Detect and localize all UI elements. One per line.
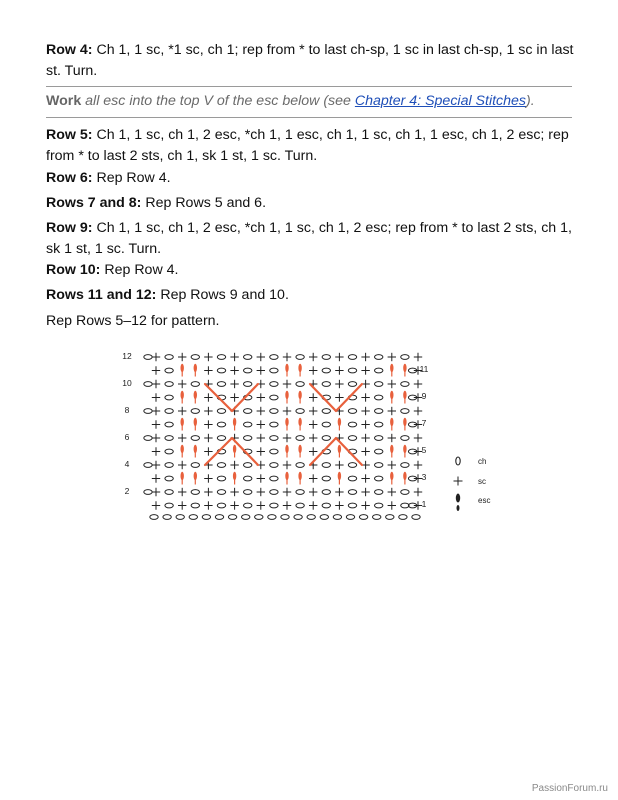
row-text: Ch 1, 1 sc, ch 1, 2 esc, *ch 1, 1 sc, ch 1, 2 esc; rep from * to last 2 sts, ch 1, sk 1 st, 1 sc. Turn. bbox=[46, 220, 572, 257]
ch-symbol bbox=[322, 422, 330, 427]
esc-symbol bbox=[194, 418, 197, 426]
sc-symbol bbox=[309, 407, 317, 415]
row-text: Rep Rows 9 and 10. bbox=[156, 287, 289, 303]
sc-symbol bbox=[178, 380, 186, 388]
ch-symbol bbox=[333, 515, 341, 520]
sc-symbol bbox=[257, 353, 265, 361]
row-label: Row 5: bbox=[46, 127, 93, 143]
ch-symbol bbox=[270, 476, 278, 481]
esc-symbol bbox=[403, 391, 406, 399]
ch-symbol bbox=[144, 409, 152, 414]
ch-symbol bbox=[322, 503, 330, 508]
ch-symbol bbox=[322, 409, 330, 414]
ch-symbol bbox=[322, 463, 330, 468]
sc-symbol bbox=[361, 434, 369, 442]
ch-symbol bbox=[307, 515, 315, 520]
ch-symbol bbox=[191, 436, 199, 441]
sc-symbol bbox=[414, 407, 422, 415]
note-lead: Work bbox=[46, 93, 82, 109]
ch-symbol bbox=[165, 382, 173, 387]
esc-symbol bbox=[233, 418, 236, 426]
ch-symbol bbox=[296, 463, 304, 468]
ch-symbol bbox=[189, 515, 197, 520]
ch-symbol bbox=[165, 449, 173, 454]
ch-symbol bbox=[244, 503, 252, 508]
ch-symbol bbox=[296, 436, 304, 441]
ch-symbol bbox=[217, 490, 225, 495]
esc-symbol bbox=[298, 364, 301, 372]
ch-symbol bbox=[150, 515, 158, 520]
ch-symbol bbox=[217, 382, 225, 387]
esc-symbol bbox=[403, 472, 406, 480]
row-label: Row 6: bbox=[46, 170, 93, 186]
sc-symbol bbox=[204, 420, 212, 428]
ch-symbol bbox=[217, 436, 225, 441]
ch-symbol bbox=[191, 503, 199, 508]
ch-symbol bbox=[244, 436, 252, 441]
sc-symbol bbox=[152, 434, 160, 442]
sc-symbol bbox=[152, 407, 160, 415]
sc-symbol bbox=[230, 366, 238, 374]
ch-symbol bbox=[322, 436, 330, 441]
row-text: Rep Rows 5 and 6. bbox=[141, 195, 267, 211]
ch-symbol bbox=[144, 436, 152, 441]
ch-symbol bbox=[270, 409, 278, 414]
sc-symbol bbox=[335, 501, 343, 509]
row-number-right: 1 bbox=[421, 499, 427, 509]
sc-symbol bbox=[230, 488, 238, 496]
ch-symbol bbox=[144, 382, 152, 387]
sc-symbol bbox=[204, 434, 212, 442]
ch-symbol bbox=[412, 515, 420, 520]
ch-symbol bbox=[217, 422, 225, 427]
esc-symbol bbox=[338, 472, 341, 480]
sc-symbol bbox=[230, 380, 238, 388]
legend-label: esc bbox=[478, 496, 491, 505]
sc-symbol bbox=[283, 380, 291, 388]
sc-symbol bbox=[361, 393, 369, 401]
ch-symbol bbox=[375, 503, 383, 508]
sc-symbol bbox=[309, 488, 317, 496]
esc-symbol bbox=[298, 445, 301, 453]
ch-symbol bbox=[215, 515, 223, 520]
ch-symbol bbox=[401, 355, 409, 360]
sc-symbol bbox=[388, 461, 396, 469]
ch-symbol bbox=[375, 422, 383, 427]
row-number-left: 6 bbox=[124, 432, 130, 442]
ch-symbol bbox=[242, 515, 250, 520]
sc-symbol bbox=[309, 366, 317, 374]
sc-symbol bbox=[309, 434, 317, 442]
row-text: Ch 1, 1 sc, *1 sc, ch 1; rep from * to last ch-sp, 1 sc in last ch-sp, 1 sc in last st. Turn. bbox=[46, 42, 574, 79]
sc-symbol bbox=[204, 407, 212, 415]
sc-symbol bbox=[388, 488, 396, 496]
esc-symbol bbox=[181, 472, 184, 480]
sc-symbol bbox=[257, 420, 265, 428]
sc-symbol bbox=[335, 366, 343, 374]
sc-symbol bbox=[152, 461, 160, 469]
ch-symbol bbox=[348, 490, 356, 495]
ch-symbol bbox=[165, 368, 173, 373]
ch-symbol bbox=[375, 436, 383, 441]
sc-symbol bbox=[361, 407, 369, 415]
esc-legend-icon-tail bbox=[457, 505, 460, 511]
sc-symbol bbox=[178, 488, 186, 496]
esc-symbol bbox=[194, 472, 197, 480]
esc-symbol bbox=[390, 445, 393, 453]
ch-symbol bbox=[270, 436, 278, 441]
ch-symbol bbox=[270, 368, 278, 373]
ch-symbol bbox=[163, 515, 171, 520]
sc-symbol bbox=[361, 353, 369, 361]
esc-symbol bbox=[194, 391, 197, 399]
sc-symbol bbox=[257, 447, 265, 455]
sc-symbol bbox=[178, 353, 186, 361]
ch-symbol bbox=[296, 355, 304, 360]
ch-symbol bbox=[296, 503, 304, 508]
ch-symbol bbox=[401, 503, 409, 508]
sc-symbol bbox=[257, 501, 265, 509]
row-number-left: 8 bbox=[124, 405, 130, 415]
esc-symbol bbox=[285, 472, 288, 480]
sc-symbol bbox=[204, 366, 212, 374]
row-number-left: 4 bbox=[124, 459, 130, 469]
sc-symbol bbox=[178, 461, 186, 469]
ch-symbol bbox=[191, 382, 199, 387]
ch-symbol bbox=[348, 355, 356, 360]
esc-symbol bbox=[298, 391, 301, 399]
esc-symbol bbox=[285, 418, 288, 426]
sc-symbol bbox=[283, 501, 291, 509]
sc-symbol bbox=[414, 434, 422, 442]
legend-label: ch bbox=[478, 457, 487, 466]
sc-symbol bbox=[309, 474, 317, 482]
sc-symbol bbox=[257, 434, 265, 442]
ch-symbol bbox=[386, 515, 394, 520]
ch-symbol bbox=[165, 436, 173, 441]
note-text: all esc into the top V of the esc below (see bbox=[81, 93, 355, 109]
ch-symbol bbox=[348, 476, 356, 481]
esc-symbol bbox=[285, 364, 288, 372]
ch-symbol bbox=[375, 463, 383, 468]
ch-symbol bbox=[270, 395, 278, 400]
ch-symbol bbox=[244, 355, 252, 360]
chapter-4-link[interactable]: Chapter 4: Special Stitches bbox=[354, 93, 527, 109]
ch-symbol bbox=[401, 409, 409, 414]
ch-symbol bbox=[401, 490, 409, 495]
sc-symbol bbox=[309, 420, 317, 428]
sc-symbol bbox=[230, 461, 238, 469]
ch-symbol bbox=[296, 490, 304, 495]
row-label: Rows 11 and 12: bbox=[46, 287, 157, 303]
esc-symbol bbox=[194, 364, 197, 372]
ch-symbol bbox=[320, 515, 328, 520]
sc-symbol bbox=[257, 474, 265, 482]
sc-symbol bbox=[204, 447, 212, 455]
ch-symbol bbox=[322, 476, 330, 481]
ch-symbol bbox=[144, 490, 152, 495]
sc-symbol bbox=[335, 488, 343, 496]
sc-symbol bbox=[309, 501, 317, 509]
sc-symbol bbox=[152, 501, 160, 509]
row-label: Row 9: bbox=[46, 220, 93, 236]
sc-symbol bbox=[152, 488, 160, 496]
watermark: PassionForum.ru bbox=[531, 783, 608, 794]
ch-symbol bbox=[244, 382, 252, 387]
repeat-text: Rep Rows 5–12 for pattern. bbox=[46, 313, 220, 329]
ch-symbol bbox=[401, 382, 409, 387]
ch-symbol bbox=[375, 476, 383, 481]
sc-symbol bbox=[178, 434, 186, 442]
ch-symbol bbox=[322, 368, 330, 373]
row-label: Rows 7 and 8: bbox=[46, 195, 142, 211]
sc-symbol bbox=[361, 447, 369, 455]
ch-symbol bbox=[294, 515, 302, 520]
ch-symbol bbox=[165, 503, 173, 508]
ch-symbol bbox=[348, 409, 356, 414]
ch-symbol bbox=[191, 490, 199, 495]
sc-symbol bbox=[257, 407, 265, 415]
ch-legend-icon bbox=[456, 457, 460, 465]
row-text: Rep Row 4. bbox=[100, 262, 179, 278]
esc-symbol bbox=[181, 364, 184, 372]
ch-symbol bbox=[217, 503, 225, 508]
esc-symbol bbox=[338, 445, 341, 453]
ch-symbol bbox=[281, 515, 289, 520]
sc-symbol bbox=[335, 393, 343, 401]
ch-symbol bbox=[144, 463, 152, 468]
ch-symbol bbox=[144, 355, 152, 360]
sc-symbol bbox=[388, 407, 396, 415]
row-number-right: 3 bbox=[421, 472, 427, 482]
ch-symbol bbox=[217, 368, 225, 373]
row-number-right: 7 bbox=[421, 418, 427, 428]
sc-symbol bbox=[414, 380, 422, 388]
ch-symbol bbox=[270, 490, 278, 495]
row-label: Row 4: bbox=[46, 42, 93, 58]
ch-symbol bbox=[165, 476, 173, 481]
sc-symbol bbox=[283, 407, 291, 415]
sc-symbol bbox=[283, 434, 291, 442]
sc-symbol bbox=[152, 474, 160, 482]
esc-symbol bbox=[181, 445, 184, 453]
sc-symbol bbox=[257, 366, 265, 374]
ch-symbol bbox=[191, 409, 199, 414]
ch-symbol bbox=[322, 355, 330, 360]
sc-symbol bbox=[388, 380, 396, 388]
ch-symbol bbox=[375, 449, 383, 454]
esc-symbol bbox=[390, 418, 393, 426]
sc-symbol bbox=[388, 501, 396, 509]
ch-symbol bbox=[165, 490, 173, 495]
ch-symbol bbox=[244, 422, 252, 427]
esc-symbol bbox=[194, 445, 197, 453]
sc-symbol bbox=[454, 477, 463, 486]
ch-symbol bbox=[401, 463, 409, 468]
ch-symbol bbox=[217, 355, 225, 360]
ch-symbol bbox=[348, 382, 356, 387]
ch-symbol bbox=[165, 422, 173, 427]
legend-label: sc bbox=[478, 477, 486, 486]
ch-symbol bbox=[244, 490, 252, 495]
esc-symbol bbox=[181, 418, 184, 426]
sc-symbol bbox=[257, 488, 265, 496]
sc-symbol bbox=[414, 488, 422, 496]
sc-symbol bbox=[204, 353, 212, 361]
ch-symbol bbox=[244, 368, 252, 373]
note-tail: ). bbox=[526, 93, 535, 109]
esc-symbol bbox=[285, 445, 288, 453]
sc-symbol bbox=[152, 353, 160, 361]
ch-symbol bbox=[217, 409, 225, 414]
ch-symbol bbox=[176, 515, 184, 520]
sc-symbol bbox=[230, 393, 238, 401]
sc-symbol bbox=[361, 366, 369, 374]
sc-symbol bbox=[283, 461, 291, 469]
ch-symbol bbox=[375, 355, 383, 360]
esc-symbol bbox=[298, 472, 301, 480]
sc-symbol bbox=[388, 434, 396, 442]
ch-symbol bbox=[375, 382, 383, 387]
row-number-right: 9 bbox=[421, 391, 427, 401]
row-number-right: 5 bbox=[421, 445, 427, 455]
ch-symbol bbox=[348, 503, 356, 508]
ch-symbol bbox=[165, 463, 173, 468]
ch-symbol bbox=[270, 382, 278, 387]
sc-symbol bbox=[361, 420, 369, 428]
ch-symbol bbox=[270, 422, 278, 427]
sc-symbol bbox=[309, 393, 317, 401]
ch-symbol bbox=[296, 382, 304, 387]
ch-symbol bbox=[270, 449, 278, 454]
ch-symbol bbox=[346, 515, 354, 520]
esc-symbol bbox=[390, 391, 393, 399]
ch-symbol bbox=[399, 515, 407, 520]
ch-symbol bbox=[270, 463, 278, 468]
sc-symbol bbox=[152, 380, 160, 388]
ch-symbol bbox=[191, 355, 199, 360]
ch-symbol bbox=[348, 436, 356, 441]
ch-symbol bbox=[165, 355, 173, 360]
row-text: Rep Row 4. bbox=[92, 170, 171, 186]
sc-symbol bbox=[152, 393, 160, 401]
ch-symbol bbox=[375, 409, 383, 414]
sc-symbol bbox=[178, 501, 186, 509]
esc-legend-icon bbox=[456, 494, 460, 503]
esc-symbol bbox=[233, 445, 236, 453]
ch-symbol bbox=[322, 490, 330, 495]
ch-symbol bbox=[202, 515, 210, 520]
sc-symbol bbox=[204, 501, 212, 509]
ch-symbol bbox=[165, 409, 173, 414]
esc-symbol bbox=[181, 391, 184, 399]
sc-symbol bbox=[204, 474, 212, 482]
ch-symbol bbox=[217, 476, 225, 481]
ch-symbol bbox=[228, 515, 236, 520]
sc-symbol bbox=[230, 501, 238, 509]
esc-symbol bbox=[298, 418, 301, 426]
sc-symbol bbox=[335, 380, 343, 388]
ch-symbol bbox=[217, 463, 225, 468]
ch-symbol bbox=[165, 395, 173, 400]
ch-symbol bbox=[270, 355, 278, 360]
sc-symbol bbox=[257, 393, 265, 401]
ch-symbol bbox=[322, 382, 330, 387]
sc-symbol bbox=[414, 353, 422, 361]
esc-symbol bbox=[285, 391, 288, 399]
sc-symbol bbox=[361, 474, 369, 482]
ch-symbol bbox=[375, 490, 383, 495]
ch-symbol bbox=[244, 476, 252, 481]
esc-symbol bbox=[233, 472, 236, 480]
sc-symbol bbox=[309, 353, 317, 361]
sc-symbol bbox=[152, 366, 160, 374]
esc-symbol bbox=[403, 445, 406, 453]
sc-symbol bbox=[335, 353, 343, 361]
sc-symbol bbox=[283, 353, 291, 361]
esc-symbol bbox=[390, 472, 393, 480]
ch-symbol bbox=[270, 503, 278, 508]
sc-symbol bbox=[309, 447, 317, 455]
sc-symbol bbox=[204, 488, 212, 496]
ch-symbol bbox=[268, 515, 276, 520]
row-number-left: 12 bbox=[122, 351, 132, 361]
row-label: Row 10: bbox=[46, 262, 101, 278]
sc-symbol bbox=[361, 501, 369, 509]
sc-symbol bbox=[152, 447, 160, 455]
ch-symbol bbox=[348, 368, 356, 373]
esc-symbol bbox=[338, 418, 341, 426]
row-text: Ch 1, 1 sc, ch 1, 2 esc, *ch 1, 1 esc, ch 1, 1 sc, ch 1, 1 esc, ch 1, 2 esc; rep from * to last 2 sts, ch 1, sk 1 st, 1 sc. Turn. bbox=[46, 127, 569, 164]
ch-symbol bbox=[348, 463, 356, 468]
ch-symbol bbox=[191, 463, 199, 468]
esc-symbol bbox=[403, 418, 406, 426]
ch-symbol bbox=[244, 463, 252, 468]
sc-symbol bbox=[152, 420, 160, 428]
ch-symbol bbox=[359, 515, 367, 520]
sc-symbol bbox=[335, 461, 343, 469]
row-number-left: 2 bbox=[124, 486, 130, 496]
row-number-right: 11 bbox=[419, 364, 429, 374]
sc-symbol bbox=[204, 393, 212, 401]
ch-symbol bbox=[296, 409, 304, 414]
ch-symbol bbox=[348, 422, 356, 427]
ch-symbol bbox=[244, 409, 252, 414]
sc-symbol bbox=[414, 461, 422, 469]
ch-symbol bbox=[373, 515, 381, 520]
ch-symbol bbox=[375, 368, 383, 373]
sc-symbol bbox=[230, 353, 238, 361]
sc-symbol bbox=[283, 488, 291, 496]
sc-symbol bbox=[388, 353, 396, 361]
ch-symbol bbox=[375, 395, 383, 400]
ch-symbol bbox=[255, 515, 263, 520]
esc-symbol bbox=[403, 364, 406, 372]
ch-symbol bbox=[401, 436, 409, 441]
row-number-left: 10 bbox=[122, 378, 132, 388]
esc-symbol bbox=[390, 364, 393, 372]
sc-symbol bbox=[178, 407, 186, 415]
sc-symbol bbox=[361, 488, 369, 496]
